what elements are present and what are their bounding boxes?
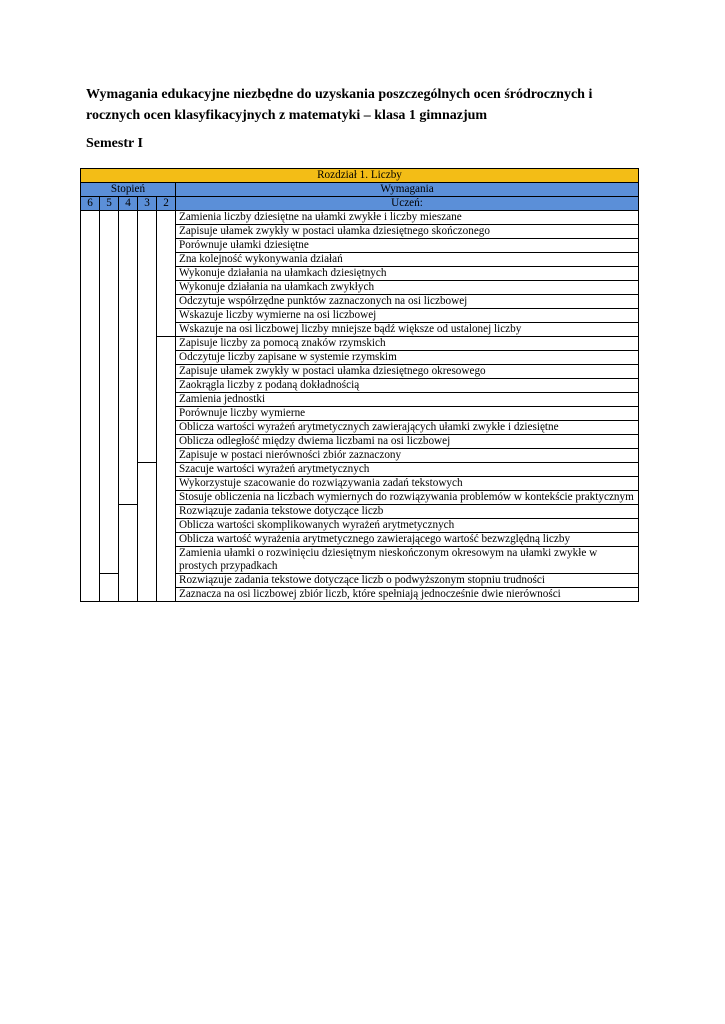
requirement-cell: Zapisuje liczby za pomocą znaków rzymskich	[176, 337, 639, 351]
requirement-cell: Stosuje obliczenia na liczbach wymiernych do rozwiązywania problemów w kontekście praktycznym	[176, 491, 639, 505]
table-row	[81, 337, 639, 351]
level-6-header: 6	[81, 197, 100, 211]
level-6-span	[81, 211, 100, 602]
requirement-cell: Zapisuje w postaci nierówności zbiór zaznaczony	[176, 449, 639, 463]
requirement-cell: Zaokrągla liczby z podaną dokładnością	[176, 379, 639, 393]
requirement-cell: Rozwiązuje zadania tekstowe dotyczące liczb o podwyższonym stopniu trudności	[176, 574, 639, 588]
table-row	[81, 211, 639, 225]
semester-heading: Semestr I	[86, 136, 143, 151]
requirement-cell: Oblicza odległość między dwiema liczbami na osi liczbowej	[176, 435, 639, 449]
requirement-cell: Zapisuje ułamek zwykły w postaci ułamka dziesiętnego okresowego	[176, 365, 639, 379]
level-5-span	[100, 211, 119, 574]
requirement-cell: Oblicza wartości wyrażeń arytmetycznych zawierających ułamki zwykłe i dziesiętne	[176, 421, 639, 435]
level-3-filler	[138, 463, 157, 602]
requirement-cell: Zamienia liczby dziesiętne na ułamki zwykłe i liczby mieszane	[176, 211, 639, 225]
requirement-cell: Wykorzystuje szacowanie do rozwiązywania zadań tekstowych	[176, 477, 639, 491]
level-2-header: 2	[157, 197, 176, 211]
header-row-2	[81, 197, 639, 211]
document-title: Wymagania edukacyjne niezbędne do uzyskania poszczególnych ocen śródrocznych i rocznych ocen klasyfikacyjnych z matematyki – klasa 1 gimnazjum	[86, 87, 593, 123]
requirement-cell: Odczytuje liczby zapisane w systemie rzymskim	[176, 351, 639, 365]
header-levels: Stopień	[81, 183, 176, 197]
requirement-cell: Oblicza wartości skomplikowanych wyrażeń arytmetycznych	[176, 519, 639, 533]
requirements-table-body	[81, 169, 639, 602]
requirement-cell: Wykonuje działania na ułamkach zwykłych	[176, 281, 639, 295]
requirement-cell: Zaznacza na osi liczbowej zbiór liczb, które spełniają jednocześnie dwie nierówności	[176, 588, 639, 602]
level-4-span	[119, 211, 138, 505]
requirement-cell: Porównuje ułamki dziesiętne	[176, 239, 639, 253]
requirement-cell: Oblicza wartość wyrażenia arytmetycznego zawierającego wartość bezwzględną liczby	[176, 533, 639, 547]
level-2-span	[157, 211, 176, 337]
requirement-cell: Szacuje wartości wyrażeń arytmetycznych	[176, 463, 639, 477]
requirement-cell: Zapisuje ułamek zwykły w postaci ułamka dziesiętnego skończonego	[176, 225, 639, 239]
requirement-cell: Zna kolejność wykonywania działań	[176, 253, 639, 267]
requirements-table-wrap	[80, 168, 638, 602]
level-3-span	[138, 211, 157, 463]
header-requirements: Wymagania	[176, 183, 639, 197]
requirement-cell: Odczytuje współrzędne punktów zaznaczonych na osi liczbowej	[176, 295, 639, 309]
requirement-cell: Zamienia jednostki	[176, 393, 639, 407]
chapter-row	[81, 169, 639, 183]
requirement-cell: Wskazuje liczby wymierne na osi liczbowej	[176, 309, 639, 323]
level-4-header: 4	[119, 197, 138, 211]
level-2-filler	[157, 337, 176, 602]
requirement-cell: Wskazuje na osi liczbowej liczby mniejsze bądź większe od ustalonej liczby	[176, 323, 639, 337]
level-4-filler	[119, 505, 138, 602]
level-5-filler	[100, 574, 119, 602]
requirement-cell: Porównuje liczby wymierne	[176, 407, 639, 421]
level-5-header: 5	[100, 197, 119, 211]
level-3-header: 3	[138, 197, 157, 211]
header-student: Uczeń:	[176, 197, 639, 211]
header-row-1	[81, 183, 639, 197]
chapter-title: Rozdział 1. Liczby	[81, 169, 639, 183]
requirement-cell: Wykonuje działania na ułamkach dziesiętnych	[176, 267, 639, 281]
requirements-table	[80, 168, 639, 602]
requirement-cell: Zamienia ułamki o rozwinięciu dziesiętnym nieskończonym okresowym na ułamki zwykłe w prostych przypadkach	[176, 547, 639, 574]
requirement-cell: Rozwiązuje zadania tekstowe dotyczące liczb	[176, 505, 639, 519]
